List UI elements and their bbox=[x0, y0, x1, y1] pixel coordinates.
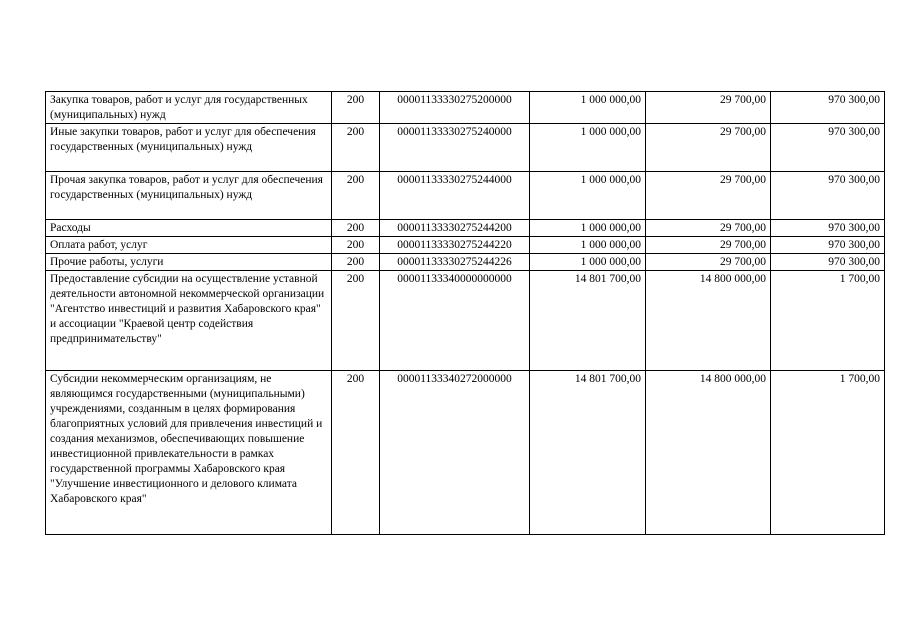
row-executed-amount-cell: 29 700,00 bbox=[646, 92, 771, 124]
row-name-cell: Оплата работ, услуг bbox=[46, 237, 332, 254]
row-approved-amount-cell: 14 801 700,00 bbox=[530, 371, 646, 535]
table-row bbox=[46, 92, 885, 124]
row-name-cell: Предоставление субсидии на осуществление уставной деятельности автономной некоммерческой организации "Агентство инвестиций и развития Хабаровского края" и ассоциации "Краевой центр содействия предпринимательству" bbox=[46, 271, 332, 371]
row-budget-code-cell: 00001133330275240000 bbox=[380, 124, 530, 172]
row-name-cell: Прочая закупка товаров, работ и услуг для обеспечения государственных (муниципальных) нужд bbox=[46, 172, 332, 220]
table-row bbox=[46, 220, 885, 237]
row-approved-amount-cell: 1 000 000,00 bbox=[530, 124, 646, 172]
row-approved-amount-cell: 1 000 000,00 bbox=[530, 172, 646, 220]
row-executed-amount-cell: 29 700,00 bbox=[646, 237, 771, 254]
row-name-cell: Прочие работы, услуги bbox=[46, 254, 332, 271]
table-row bbox=[46, 237, 885, 254]
table-row bbox=[46, 172, 885, 220]
row-executed-amount-cell: 29 700,00 bbox=[646, 254, 771, 271]
row-budget-code-cell: 00001133330275244000 bbox=[380, 172, 530, 220]
row-approved-amount-cell: 14 801 700,00 bbox=[530, 271, 646, 371]
row-executed-amount-cell: 14 800 000,00 bbox=[646, 271, 771, 371]
row-approved-amount-cell: 1 000 000,00 bbox=[530, 237, 646, 254]
table-row bbox=[46, 254, 885, 271]
row-code-cell: 200 bbox=[332, 124, 380, 172]
row-unexecuted-amount-cell: 1 700,00 bbox=[771, 371, 885, 535]
row-name-cell: Иные закупки товаров, работ и услуг для обеспечения государственных (муниципальных) нужд bbox=[46, 124, 332, 172]
row-unexecuted-amount-cell: 970 300,00 bbox=[771, 237, 885, 254]
row-budget-code-cell: 00001133340272000000 bbox=[380, 371, 530, 535]
row-budget-code-cell: 00001133330275200000 bbox=[380, 92, 530, 124]
row-code-cell: 200 bbox=[332, 172, 380, 220]
row-approved-amount-cell: 1 000 000,00 bbox=[530, 254, 646, 271]
row-code-cell: 200 bbox=[332, 220, 380, 237]
table-row bbox=[46, 371, 885, 535]
row-approved-amount-cell: 1 000 000,00 bbox=[530, 220, 646, 237]
row-unexecuted-amount-cell: 970 300,00 bbox=[771, 92, 885, 124]
row-name-cell: Субсидии некоммерческим организациям, не являющимся государственными (муниципальными) учреждениями, созданным в целях формирования благоприятных условий для привлечения инвестиций и создания механизмов, обеспечивающих повышение инвестиционной привлекательности в рамках государственной программы Хабаровского края "Улучшение инвестиционного и делового климата Хабаровского края" bbox=[46, 371, 332, 535]
table-row bbox=[46, 271, 885, 371]
row-budget-code-cell: 00001133330275244226 bbox=[380, 254, 530, 271]
row-code-cell: 200 bbox=[332, 271, 380, 371]
row-unexecuted-amount-cell: 1 700,00 bbox=[771, 271, 885, 371]
row-code-cell: 200 bbox=[332, 254, 380, 271]
row-approved-amount-cell: 1 000 000,00 bbox=[530, 92, 646, 124]
row-budget-code-cell: 00001133330275244220 bbox=[380, 237, 530, 254]
row-executed-amount-cell: 29 700,00 bbox=[646, 220, 771, 237]
row-code-cell: 200 bbox=[332, 371, 380, 535]
row-code-cell: 200 bbox=[332, 237, 380, 254]
row-executed-amount-cell: 29 700,00 bbox=[646, 172, 771, 220]
row-unexecuted-amount-cell: 970 300,00 bbox=[771, 220, 885, 237]
row-budget-code-cell: 00001133330275244200 bbox=[380, 220, 530, 237]
row-name-cell: Закупка товаров, работ и услуг для государственных (муниципальных) нужд bbox=[46, 92, 332, 124]
row-name-cell: Расходы bbox=[46, 220, 332, 237]
row-unexecuted-amount-cell: 970 300,00 bbox=[771, 254, 885, 271]
row-unexecuted-amount-cell: 970 300,00 bbox=[771, 172, 885, 220]
budget-report-table-container bbox=[45, 91, 884, 535]
row-budget-code-cell: 00001133340000000000 bbox=[380, 271, 530, 371]
row-code-cell: 200 bbox=[332, 92, 380, 124]
row-executed-amount-cell: 14 800 000,00 bbox=[646, 371, 771, 535]
table-row bbox=[46, 124, 885, 172]
budget-execution-table bbox=[45, 91, 885, 535]
row-executed-amount-cell: 29 700,00 bbox=[646, 124, 771, 172]
table-body bbox=[46, 92, 885, 535]
row-unexecuted-amount-cell: 970 300,00 bbox=[771, 124, 885, 172]
